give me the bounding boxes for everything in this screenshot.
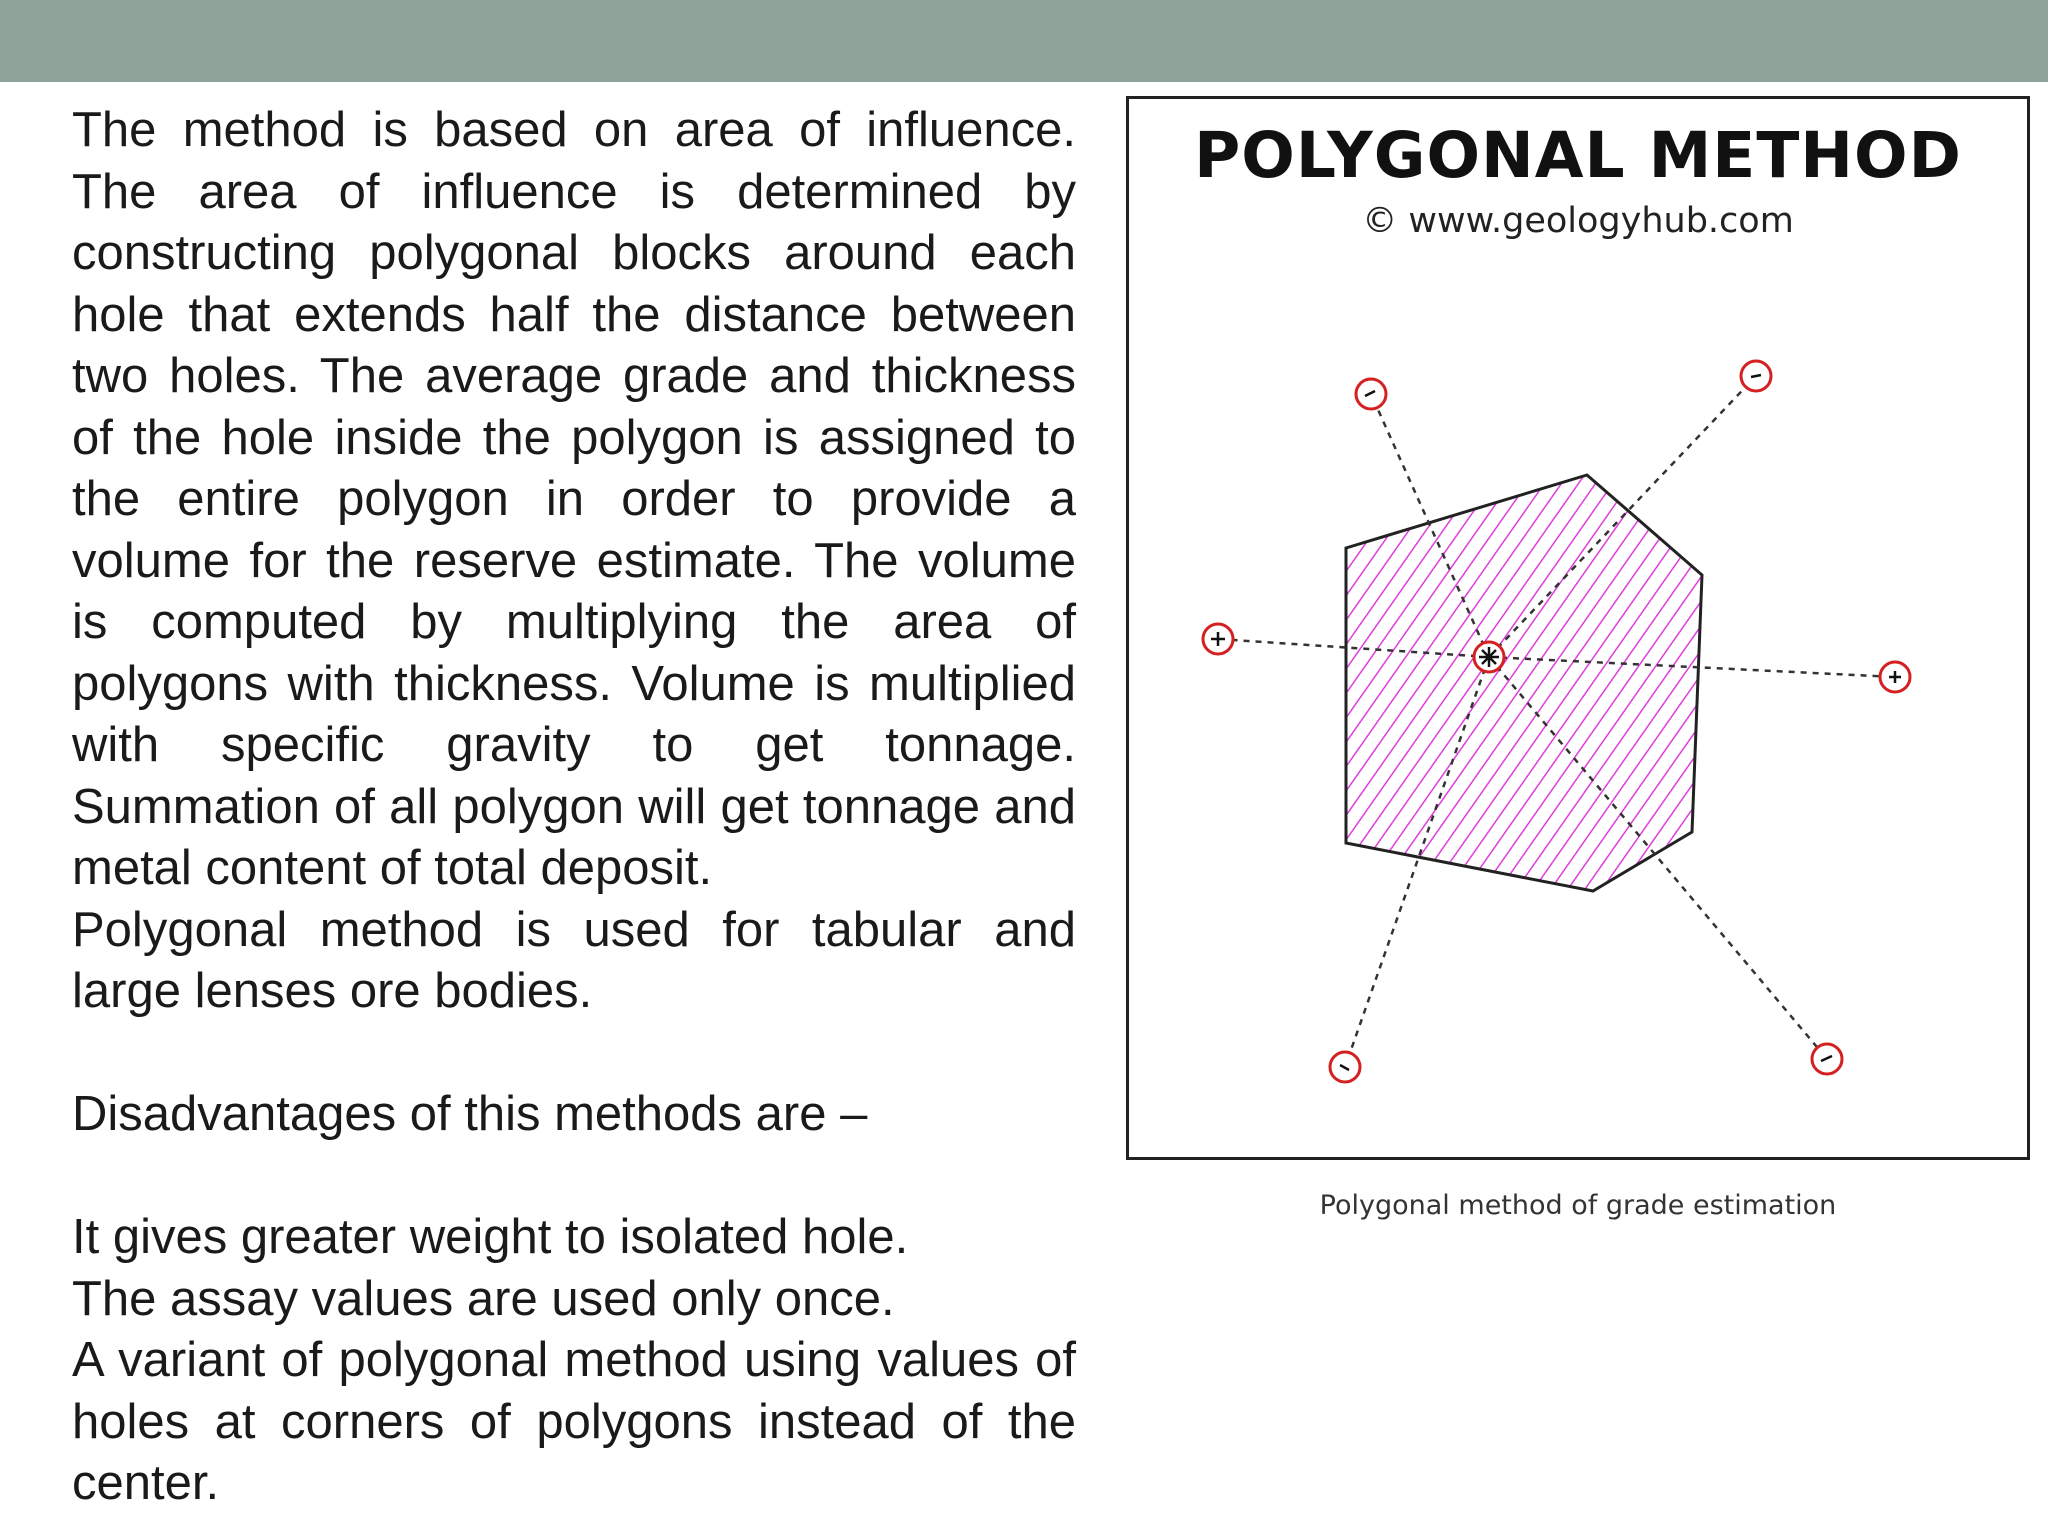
figure-caption: Polygonal method of grade estimation	[1319, 1190, 1837, 1221]
body-text	[72, 100, 1076, 1515]
disadvantage-item-1: It gives greater weight to isolated hole.	[72, 1210, 909, 1264]
disadvantage-item-2: The assay values are used only once.	[72, 1271, 895, 1326]
paragraph-usage: Polygonal method is used for tabular and large lenses ore bodies.	[72, 902, 1076, 1018]
paragraph-method-description: The method is based on area of influence. The area of influence is determined by constructing polygonal blocks around each hole that extends half the distance between two holes. The average grade and thickness of the hole inside the polygon is assigned to the entire polygon in order to provide a volume for the reserve estimate. The volume is computed by multiplying the area of polygons with thickness. Volume is multiplied with specific gravity to get tonnage. Summation of all polygon will get tonnage and metal content of total deposit.	[72, 103, 1076, 895]
disadvantages-heading: Disadvantages of this methods are –	[72, 1087, 868, 1141]
influence-polygon	[1346, 475, 1702, 891]
figure-frame	[1126, 96, 2030, 1160]
figure-subtitle: © www.geologyhub.com	[1362, 201, 1794, 241]
figure-title: POLYGONAL METHOD	[1194, 119, 1962, 192]
disadvantage-item-3: A variant of polygonal method using values of holes at corners of polygons instead of the center.	[72, 1333, 1076, 1510]
polygon-diagram	[1129, 99, 2027, 1157]
header-bar	[0, 0, 2048, 82]
